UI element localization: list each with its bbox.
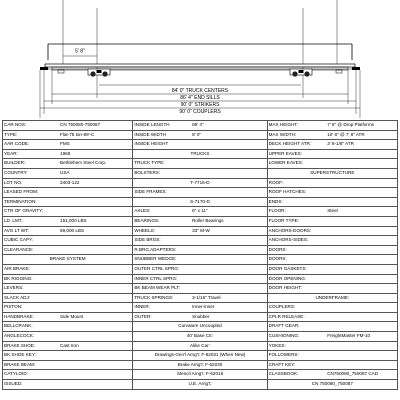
spec-row	[3, 245, 398, 255]
spec-label: AXLES:	[134, 208, 151, 214]
spec-label: LOWER EAVES:	[268, 160, 304, 166]
spec-label: YEAR:	[4, 150, 18, 156]
spec-value: Snubber	[192, 313, 210, 319]
spec-cell	[3, 332, 133, 342]
car-specification-table	[2, 120, 398, 390]
left-truck	[88, 69, 110, 77]
spec-row	[3, 284, 398, 294]
spec-label: PISTON:	[4, 304, 23, 310]
spec-label: DOOR OPENING:	[268, 275, 307, 281]
spec-row	[3, 168, 398, 178]
spec-value: FreightMaster FM-10	[327, 333, 371, 339]
spec-row	[3, 207, 398, 217]
spec-label: INNER CTRL SPRG:	[134, 275, 178, 281]
spec-label: UPPER EAVES:	[268, 150, 302, 156]
spec-value: 1969	[60, 150, 71, 156]
spec-label: BK SHOE KEY:	[4, 352, 36, 358]
spec-value: 6" x 11"	[192, 208, 208, 214]
spec-row	[3, 264, 398, 274]
spec-section-header: UNDERFRAME:	[315, 294, 350, 300]
spec-cell	[133, 121, 267, 131]
spec-cell	[267, 264, 397, 274]
spec-cell	[3, 216, 133, 226]
spec-value: Steel	[327, 208, 338, 214]
truck-centers-dimension	[99, 85, 301, 94]
spec-cell	[133, 293, 267, 303]
spec-label: BEARINGS:	[134, 217, 160, 223]
spec-cell	[267, 168, 397, 178]
spec-label: CUSHIONING:	[268, 333, 300, 339]
spec-cell	[267, 140, 397, 150]
end-sills-dimension	[52, 94, 348, 101]
spec-cell	[267, 274, 397, 284]
spec-value: 3403-122	[60, 179, 80, 185]
spec-cell	[267, 293, 397, 303]
spec-cell	[133, 245, 267, 255]
spec-label: CLEARANCE:	[4, 246, 34, 252]
spec-cell	[267, 312, 397, 322]
spec-cell	[3, 341, 133, 351]
strikers-dimension	[44, 101, 356, 108]
spec-label: TRUCK SPRINGS:	[134, 294, 174, 300]
spec-label: COUNTRY:	[4, 169, 28, 175]
spec-label: LEVERS:	[4, 285, 24, 291]
spec-section-header: Stencil Arng't: F-62019	[176, 371, 224, 377]
spec-label: TERMINATION:	[4, 198, 37, 204]
spec-cell	[3, 207, 133, 217]
spec-label: BUILDER:	[4, 160, 26, 166]
right-coupler	[352, 67, 360, 70]
spec-cell	[3, 226, 133, 236]
spec-cell	[3, 274, 133, 284]
spec-label: CPLR RELEASE:	[268, 313, 305, 319]
spec-label: DOOR HEIGHT:	[268, 285, 302, 291]
spec-value: 33" M-W	[192, 227, 210, 233]
spec-label: ANCHORS-SIDES:	[268, 237, 309, 243]
spec-section-header: Drawings-Gen'l Arng't: F-62031 (When New)	[154, 352, 246, 358]
spec-label: MAX HEIGHT:	[268, 122, 298, 127]
spec-label: DRAFT GEAR:	[268, 323, 300, 329]
spec-label: BRAKE BEAM:	[4, 361, 36, 367]
spec-label: DOORS:	[268, 246, 287, 252]
spec-value: 3' 8-1/8" ATR	[327, 141, 354, 147]
spec-cell	[3, 360, 133, 370]
spec-label: FLOOR TYPE:	[268, 217, 299, 223]
spec-cell	[267, 226, 397, 236]
spec-cell	[3, 178, 133, 188]
spec-cell	[267, 207, 397, 217]
spec-cell	[3, 370, 133, 380]
spec-value: CN 750080-750087	[60, 122, 101, 127]
spec-row	[3, 121, 398, 131]
spec-row	[3, 360, 398, 370]
spec-value: 3-1/16" Travel	[192, 294, 221, 300]
strikers-label: 90' 0" STRIKERS	[180, 102, 220, 108]
spec-value: Bethlehem Steel Corp.	[60, 160, 107, 166]
spec-cell	[133, 351, 267, 361]
spec-label: ROOF:	[268, 179, 284, 185]
spec-label: ROOF HATCHES:	[268, 189, 307, 195]
spec-label: YOKES:	[268, 342, 286, 348]
spec-cell	[3, 130, 133, 140]
small-dimension-label: 5' 8"	[75, 48, 85, 55]
spec-cell	[267, 236, 397, 246]
spec-cell	[3, 380, 133, 390]
spec-cell	[133, 284, 267, 294]
spec-label: AVG LT WT:	[4, 227, 29, 233]
spec-cell	[267, 149, 397, 159]
spec-cell	[267, 245, 397, 255]
end-sills-label: 86' 4" END SILLS	[180, 95, 220, 101]
spec-label: BOLSTERS:	[134, 169, 161, 175]
spec-cell	[267, 121, 397, 131]
spec-label: ANGLECOCK:	[4, 333, 35, 339]
spec-cell	[267, 197, 397, 207]
spec-cell	[3, 303, 133, 313]
spec-label: DECK HEIGHT ATR:	[268, 141, 312, 147]
spec-value: Flat-75 ton-89'-C	[60, 131, 95, 137]
spec-value: Roller Bearings	[192, 217, 224, 223]
spec-cell	[267, 322, 397, 332]
spec-cell	[133, 255, 267, 265]
spec-cell	[133, 149, 267, 159]
spec-row	[3, 130, 398, 140]
spec-cell	[3, 245, 133, 255]
spec-row	[3, 312, 398, 322]
spec-label: BK BEAM WEAR PLT:	[134, 285, 180, 291]
spec-label: OUTER CTRL SPRG:	[134, 265, 180, 271]
spec-row	[3, 341, 398, 351]
spec-cell	[133, 341, 267, 351]
spec-cell	[133, 159, 267, 169]
spec-label: SIDE FRAMES:	[134, 189, 167, 195]
spec-cell	[133, 322, 267, 332]
spec-label: R.BRG.ADAPTERS:	[134, 246, 177, 252]
spec-label: AIR BRAKE:	[4, 265, 30, 271]
spec-row	[3, 236, 398, 246]
spec-label: SIDE BRGS:	[134, 237, 161, 243]
spec-section-header: T-7715-D	[190, 179, 210, 185]
spec-section-header: SUPERSTRUCTURE	[310, 169, 355, 175]
spec-label: INSIDE WIDTH	[134, 131, 166, 137]
spec-cell	[3, 159, 133, 169]
spec-label: LEASED FROM:	[4, 189, 39, 195]
spec-section-header: 40' Base Ctr:	[186, 333, 214, 339]
spec-cell	[133, 216, 267, 226]
spec-value: 89' 4"	[192, 122, 204, 127]
right-truck	[290, 69, 312, 77]
spec-cell	[3, 188, 133, 198]
spec-label: ISSUED:	[4, 381, 23, 387]
spec-label: SNUBBER WEDGE:	[134, 256, 177, 262]
spec-cell	[133, 370, 267, 380]
spec-row	[3, 140, 398, 150]
spec-label: FOLLOWERS:	[268, 352, 299, 358]
spec-row	[3, 322, 398, 332]
spec-cell	[267, 216, 397, 226]
spec-label: AAR CODE:	[4, 141, 30, 147]
spec-cell	[133, 140, 267, 150]
spec-row	[3, 293, 398, 303]
spec-value: Inner-inner	[192, 304, 215, 310]
spec-label: INSIDE LENGTH	[134, 122, 170, 127]
truck-centers-label: 84' 0" TRUCK CENTERS	[171, 88, 229, 94]
spec-label: TRUCK TYPE:	[134, 160, 165, 166]
spec-label: CRAFT KEY:	[268, 361, 296, 367]
spec-label: DOORS:	[268, 256, 287, 262]
spec-cell	[267, 178, 397, 188]
spec-cell	[3, 322, 133, 332]
spec-row	[3, 303, 398, 313]
car-elevation-drawing	[0, 0, 400, 120]
left-coupler	[40, 67, 48, 70]
spec-value: USA	[60, 169, 70, 175]
spec-row	[3, 178, 398, 188]
spec-label: BELLCRANK:	[4, 323, 33, 329]
spec-cell	[3, 168, 133, 178]
spec-cell	[3, 197, 133, 207]
spec-section-header: Alike Car:	[190, 342, 210, 348]
spec-section-header: TRUCKS	[190, 150, 210, 156]
spec-label: MAX WIDTH:	[268, 131, 297, 137]
spec-cell	[267, 130, 397, 140]
spec-cell	[133, 168, 267, 178]
spec-row	[3, 370, 398, 380]
spec-label: HANDBRAKE:	[4, 313, 34, 319]
spec-cell	[133, 130, 267, 140]
spec-cell	[3, 351, 133, 361]
spec-cell	[133, 197, 267, 207]
spec-cell	[3, 149, 133, 159]
spec-label: WHEELS:	[134, 227, 156, 233]
spec-label: COUPLERS:	[268, 304, 296, 310]
spec-row	[3, 255, 398, 265]
spec-cell	[267, 159, 397, 169]
spec-cell	[133, 274, 267, 284]
spec-label: CTR OF GRAVITY:	[4, 208, 44, 214]
spec-label: INSIDE HEIGHT	[134, 141, 169, 147]
spec-cell	[267, 284, 397, 294]
car-deck	[45, 64, 355, 67]
spec-row	[3, 159, 398, 169]
spec-section-header: Brake Arng't: F-62030	[177, 361, 223, 367]
spec-value: 7' 6" @ Drop Platforms	[327, 122, 374, 127]
spec-label: SLACK ADJ:	[4, 294, 31, 300]
spec-cell	[133, 380, 267, 390]
spec-cell	[267, 341, 397, 351]
spec-cell	[3, 293, 133, 303]
spec-label: CLASSBOOK:	[268, 371, 299, 377]
spec-row	[3, 274, 398, 284]
spec-value: CN750080_750087 CAD	[327, 371, 379, 377]
spec-label: LOT NO.	[4, 179, 23, 185]
spec-cell	[133, 360, 267, 370]
spec-label: ENDS:	[268, 198, 283, 204]
spec-section-header: S-7170-D	[190, 198, 210, 204]
spec-cell	[3, 236, 133, 246]
spec-row	[3, 216, 398, 226]
spec-row	[3, 149, 398, 159]
spec-cell	[267, 380, 397, 390]
spec-value: 151,000 LBS	[60, 217, 87, 223]
spec-value: 69,000 LBS	[60, 227, 85, 233]
spec-cell	[3, 140, 133, 150]
spec-cell	[133, 264, 267, 274]
spec-cell	[3, 121, 133, 131]
spec-cell	[3, 255, 133, 265]
spec-label: FLOOR:	[268, 208, 286, 214]
couplers-label: 90' 0" COUPLERS	[179, 109, 221, 115]
spec-cell	[3, 284, 133, 294]
spec-cell	[133, 178, 267, 188]
spec-cell	[267, 332, 397, 342]
spec-label: CATYLOID:	[4, 371, 28, 377]
spec-value: Cast Iron	[60, 342, 79, 348]
spec-row	[3, 226, 398, 236]
spec-label: LD. LMT.:	[4, 217, 24, 223]
spec-section-header: Curvature Uncoupled	[178, 323, 222, 329]
spec-label: TYPE:	[4, 131, 18, 137]
spec-cell	[133, 226, 267, 236]
spec-section-header: U.E. Arng't:	[188, 381, 212, 387]
spec-row	[3, 332, 398, 342]
spec-cell	[267, 188, 397, 198]
spec-value: 8' 0"	[192, 131, 202, 137]
spec-value: 10' 8" @ 7' 8" ATR	[327, 131, 365, 137]
spec-cell	[267, 303, 397, 313]
spec-cell	[267, 370, 397, 380]
spec-row	[3, 197, 398, 207]
spec-cell	[3, 312, 133, 322]
spec-cell	[133, 236, 267, 246]
spec-label: DOOR GASKETS:	[268, 265, 307, 271]
spec-cell	[267, 255, 397, 265]
spec-row	[3, 188, 398, 198]
spec-cell	[267, 351, 397, 361]
spec-row	[3, 351, 398, 361]
spec-cell	[133, 188, 267, 198]
spec-cell	[133, 332, 267, 342]
spec-cell	[133, 312, 267, 322]
spec-cell	[133, 207, 267, 217]
spec-label: OUTER:	[134, 313, 152, 319]
spec-section-header: BRAKE SYSTEM	[49, 256, 86, 262]
spec-label: INNER:	[134, 304, 150, 310]
spec-row	[3, 380, 398, 390]
spec-label: CUBIC CAPY:	[4, 237, 34, 243]
spec-label: CAR NOS:	[4, 122, 27, 127]
spec-value: Side Mount	[60, 313, 84, 319]
spec-label: ANCHORS-DOORS:	[268, 227, 312, 233]
spec-section-header: CN 750080_750087	[311, 381, 353, 387]
spec-cell	[267, 360, 397, 370]
spec-cell	[133, 303, 267, 313]
spec-value: FMS	[60, 141, 70, 147]
spec-cell	[3, 264, 133, 274]
spec-label: BK RIGGING:	[4, 275, 33, 281]
couplers-dimension	[40, 108, 360, 115]
spec-label: BRAKE SHOE:	[4, 342, 36, 348]
